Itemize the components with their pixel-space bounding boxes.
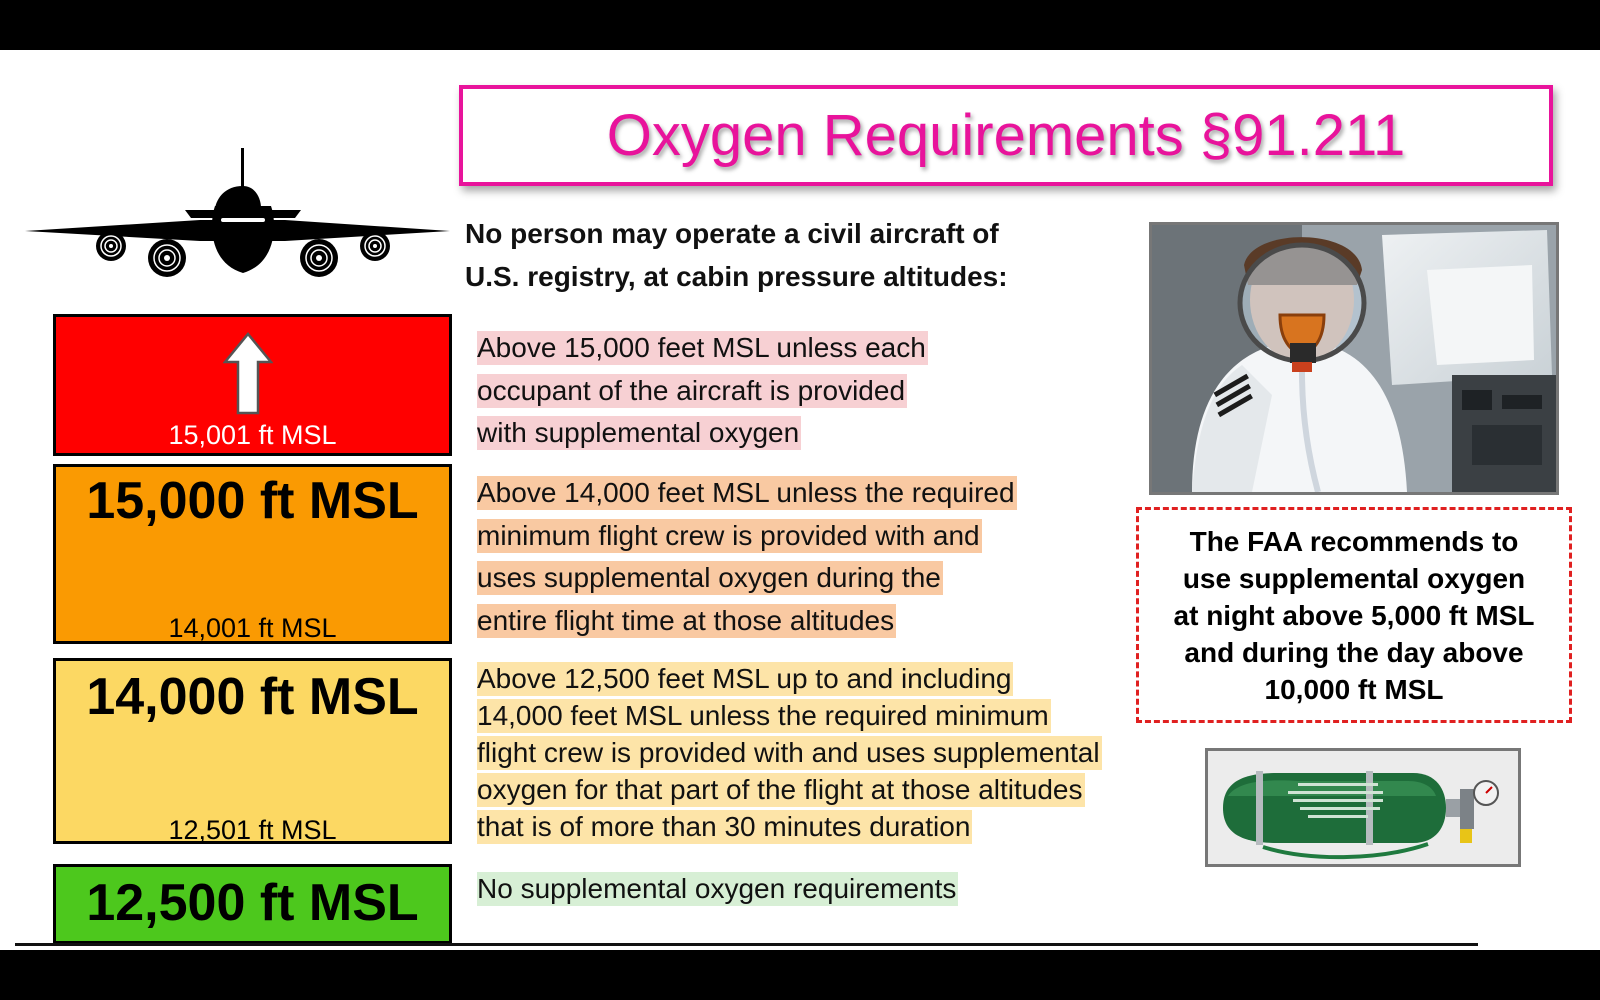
- band-upper-label: 14,000 ft MSL: [86, 668, 419, 726]
- slide-title: Oxygen Requirements §91.211: [606, 103, 1406, 168]
- up-arrow-icon: [223, 332, 273, 415]
- requirement-at-or-below-12500: No supplemental oxygen requirements: [477, 873, 957, 904]
- requirement-above-12500: Above 12,500 feet MSL up to and including 14,000 feet MSL unless the required minimum flight crew is provided with and uses supplemental oxygen for that part of the flight at those altitudes that is of more than 30 minutes duration: [477, 663, 1100, 842]
- intro-text: No person may operate a civil aircraft of U.S. registry, at cabin pressure altitudes:: [465, 218, 1008, 292]
- requirement-above-15000: Above 15,000 feet MSL unless each occupant of the aircraft is provided with supplemental oxygen: [477, 332, 926, 448]
- faa-recommendation-text: The FAA recommends to use supplemental oxygen at night above 5,000 ft MSL and during the day above 10,000 ft MSL: [1173, 525, 1535, 705]
- band-lower-label: 14,001 ft MSL: [168, 613, 337, 643]
- faa-recommendation-box: [1136, 507, 1572, 723]
- oxygen-cylinder-photo: [1205, 748, 1521, 867]
- altitude-band-14001-15000: [53, 464, 452, 644]
- altitude-band-above-15000: [53, 314, 452, 456]
- band-lower-label: 12,501 ft MSL: [168, 815, 337, 845]
- airplane-icon: [25, 148, 450, 338]
- requirement-above-14000: Above 14,000 feet MSL unless the required minimum flight crew is provided with and uses supplemental oxygen during the entire flight time at those altitudes: [477, 477, 1015, 636]
- ground-line: [15, 943, 1478, 946]
- altitude-band-12501-14000: [53, 658, 452, 844]
- slide: [0, 50, 1600, 950]
- band-upper-label: 15,000 ft MSL: [86, 472, 419, 530]
- pilot-oxygen-mask-photo: [1149, 222, 1559, 495]
- title-box: [459, 85, 1553, 186]
- band-lower-label: 15,001 ft MSL: [168, 420, 337, 450]
- altitude-band-at-or-below-12500: [53, 864, 452, 944]
- band-upper-label: 12,500 ft MSL: [86, 874, 419, 932]
